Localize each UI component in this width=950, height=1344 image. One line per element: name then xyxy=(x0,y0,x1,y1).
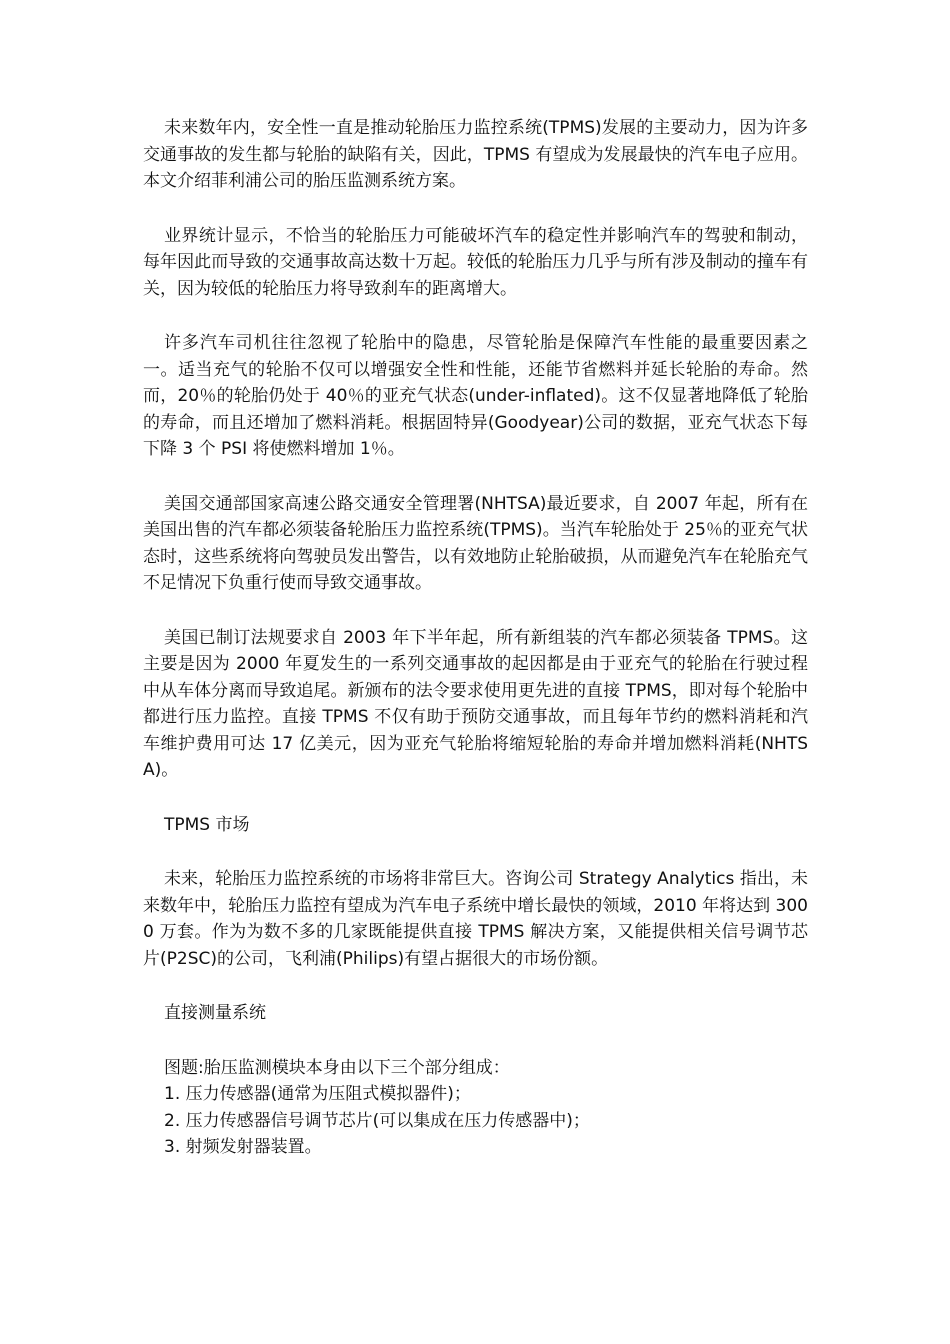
list-item: 2. 压力传感器信号调节芯片(可以集成在压力传感器中)； xyxy=(164,1110,590,1131)
heading-tpms-market: TPMS 市场 xyxy=(164,814,250,835)
paragraph-statistics: 业界统计显示，不恰当的轮胎压力可能破坏汽车的稳定性并影响汽车的驾驶和制动，每年因此而导致的交通事故高达数十万起。较低的轮胎压力几乎与所有涉及制动的撞车有关，因为较低的轮胎压力将导致刹车的距离增大。 xyxy=(143,225,808,299)
paragraph-nhtsa: 美国交通部国家高速公路交通安全管理署(NHTSA)最近要求，自 2007 年起，所有在美国出售的汽车都必须装备轮胎压力监控系统(TPMS)。当汽车轮胎处于 25％的亚充气状态时，这些系统将向驾驶员发出警告，以有效地防止轮胎破损，从而避免汽车在轮胎充气不足情况下负重行使而导致交通事故。 xyxy=(143,493,808,593)
paragraph-intro: 未来数年内，安全性一直是推动轮胎压力监控系统(TPMS)发展的主要动力，因为许多交通事故的发生都与轮胎的缺陷有关，因此，TPMS 有望成为发展最快的汽车电子应用。本文介绍菲利浦公司的胎压监测系统方案。 xyxy=(143,118,808,191)
list-item: 3. 射频发射器装置。 xyxy=(164,1137,322,1157)
list-item: 1. 压力传感器(通常为压阻式模拟器件)； xyxy=(164,1084,471,1104)
component-list xyxy=(143,1081,808,1161)
paragraph-regulation: 美国已制订法规要求自 2003 年下半年起，所有新组装的汽车都必须装备 TPMS。这主要是因为 2000 年夏发生的一系列交通事故的起因都是由于亚充气的轮胎在行驶过程中从车体分离而导致追尾。新颁布的法令要求使用更先进的直接 TPMS，即对每个轮胎中都进行压力监控。直接 TPMS 不仅有助于预防交通事故，而且每年节约的燃料消耗和汽车维护费用可达 17 亿美元，因为亚充气轮胎将缩短轮胎的寿命并增加燃料消耗(NHTSA)。 xyxy=(143,627,808,780)
figure-caption: 图题:胎压监测模块本身由以下三个部分组成： xyxy=(164,1057,510,1078)
paragraph-tire-care: 许多汽车司机往往忽视了轮胎中的隐患，尽管轮胎是保障汽车性能的最重要因素之一。适当充气的轮胎不仅可以增强安全性和性能，还能节省燃料并延长轮胎的寿命。然而，20％的轮胎仍处于 40％的亚充气状态(under-inflated)。这不仅显著地降低了轮胎的寿命，而且还增加了燃料消耗。根据固特异(Goodyear)公司的数据，亚充气状态下每下降 3 个 PSI 将使燃料增加 1％。 xyxy=(143,333,808,459)
paragraph-market: 未来，轮胎压力监控系统的市场将非常巨大。咨询公司 Strategy Analytics 指出，未来数年中，轮胎压力监控有望成为汽车电子系统中增长最快的领域，2010 年将达到 3000 万套。作为为数不多的几家既能提供直接 TPMS 解决方案，又能提供相关信号调节芯片(P2SC)的公司，飞利浦(Philips)有望占据很大的市场份额。 xyxy=(143,869,808,969)
document-page xyxy=(143,115,808,1161)
heading-direct-measurement: 直接测量系统 xyxy=(164,1003,266,1023)
